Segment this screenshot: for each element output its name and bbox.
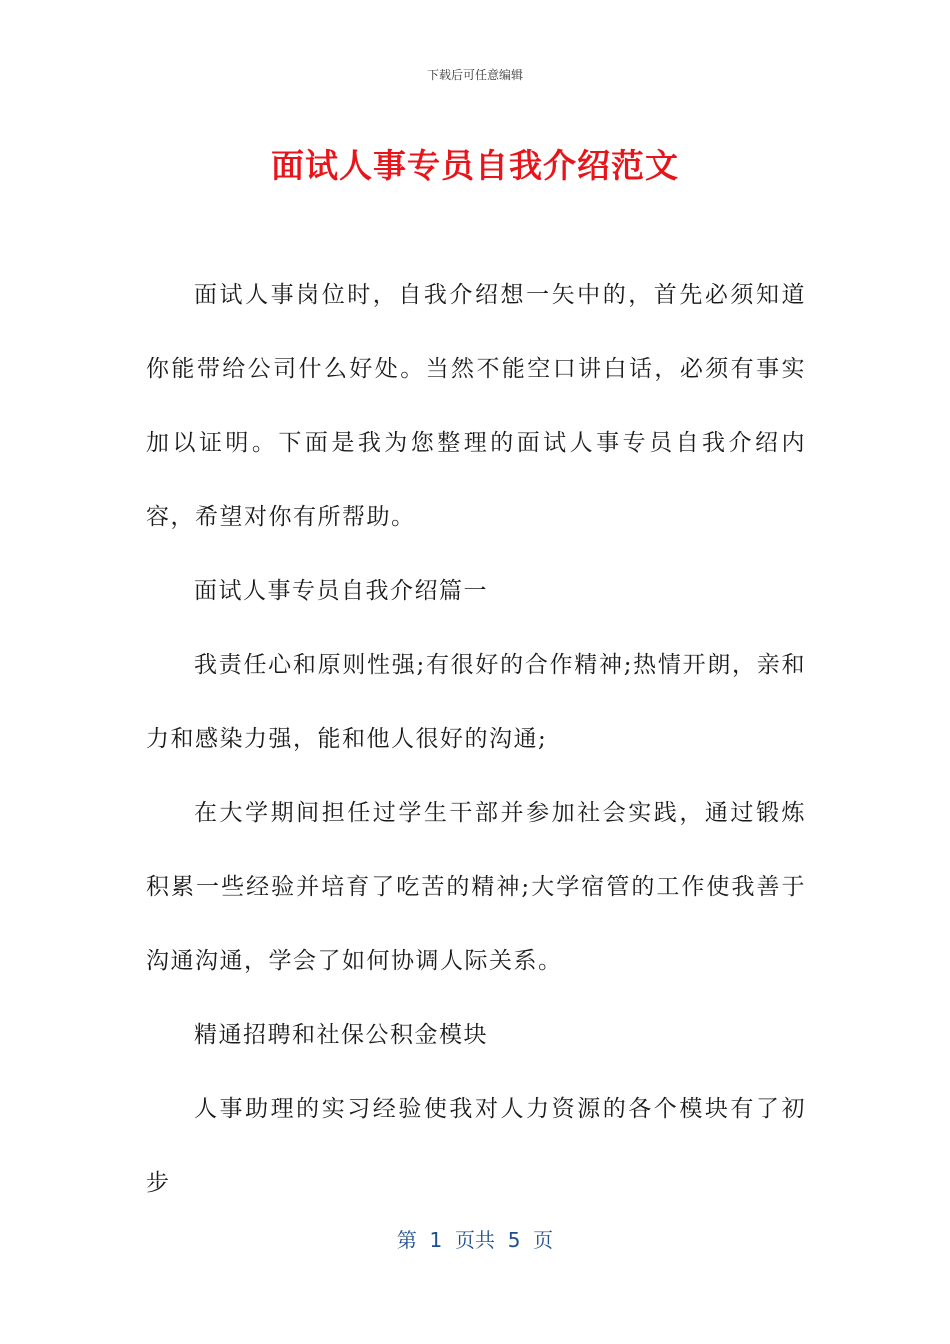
paragraph-university: 在大学期间担任过学生干部并参加社会实践，通过锻炼积累一些经验并培育了吃苦的精神;大学宿管的工作使我善于沟通沟通，学会了如何协调人际关系。 xyxy=(146,800,806,974)
paragraph-intro: 面试人事岗位时，自我介绍想一矢中的，首先必须知道你能带给公司什么好处。当然不能空口讲白话，必须有事实加以证明。下面是我为您整理的面试人事专员自我介绍内容，希望对你有所帮助。 xyxy=(146,282,806,530)
document-body xyxy=(146,258,806,1220)
paragraph-section-heading: 面试人事专员自我介绍篇一 xyxy=(194,578,488,604)
page-header-note: 下载后可任意编辑 xyxy=(426,68,523,82)
paragraph-internship: 人事助理的实习经验使我对人力资源的各个模块有了初步 xyxy=(146,1096,806,1196)
paragraph-skills: 精通招聘和社保公积金模块 xyxy=(194,1022,488,1048)
page-number-footer: 第 1 页共 5 页 xyxy=(396,1228,554,1252)
document-title: 面试人事专员自我介绍范文 xyxy=(271,146,679,185)
paragraph-personality: 我责任心和原则性强;有很好的合作精神;热情开朗，亲和力和感染力强，能和他人很好的沟通; xyxy=(146,652,806,752)
